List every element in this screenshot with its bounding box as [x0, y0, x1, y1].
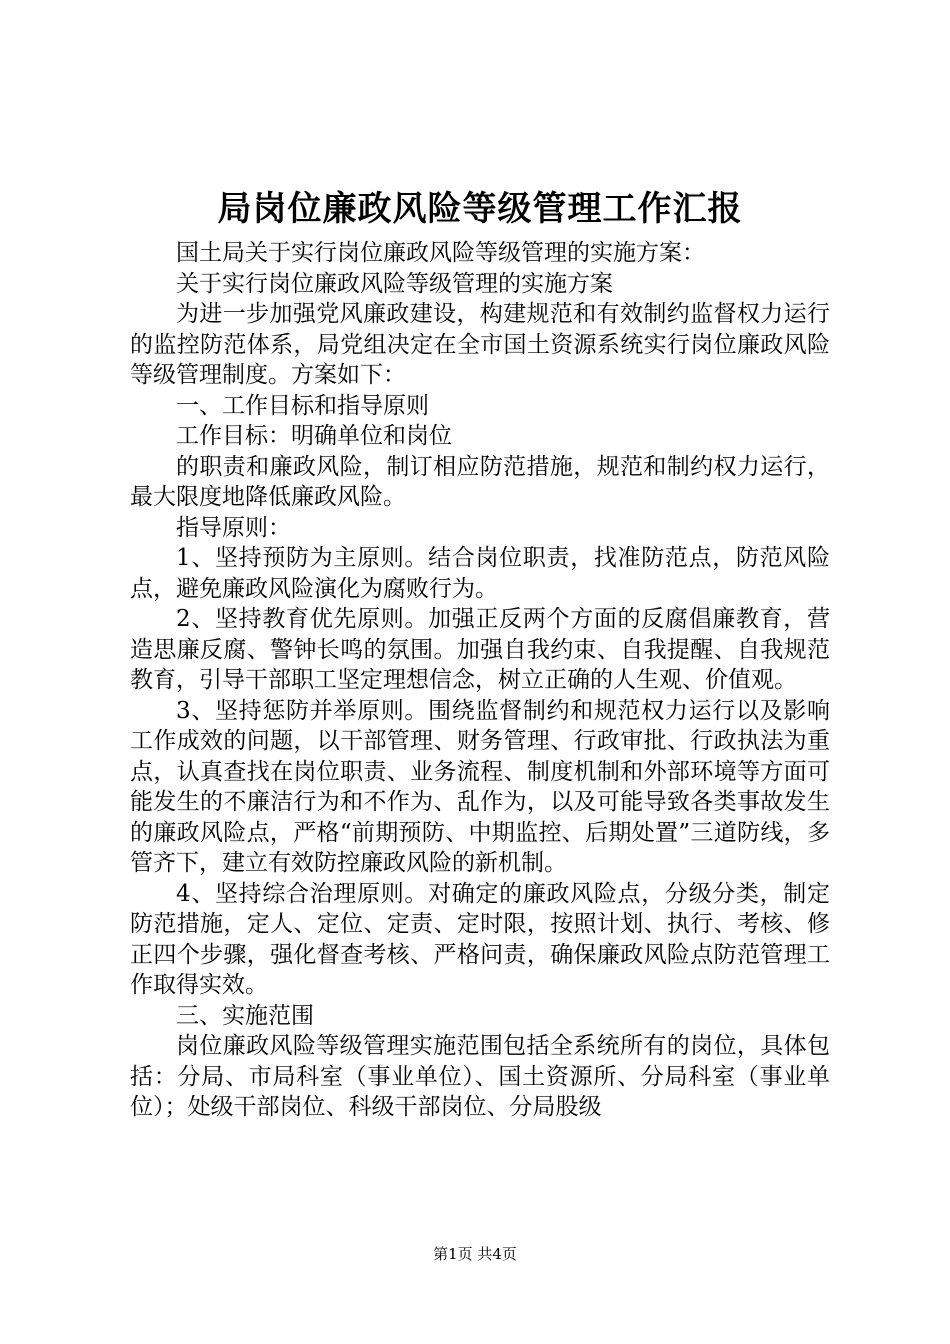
list-item: 1、坚持预防为主原则。结合岗位职责，找准防范点，防范风险点，避免廉政风险演化为腐败行为。 [130, 545, 830, 602]
list-item: 3、坚持惩防并举原则。围绕监督制约和规范权力运行以及影响工作成效的问题，以干部管理、财务管理、行政审批、行政执法为重点，认真查找在岗位职责、业务流程、制度机制和外部环境等方面可能发生的不廉洁行为和不作为、乱作为，以及可能导致各类事故发生的廉政风险点，严格“前期预防、中期监控、后期处置”三道防线，多管齐下，建立有效防控廉政风险的新机制。 [130, 697, 830, 876]
document-body [130, 238, 830, 1123]
section-heading: 一、工作目标和指导原则 [176, 392, 429, 419]
list-item: 2、坚持教育优先原则。加强正反两个方面的反腐倡廉教育，营造思廉反腐、警钟长鸣的氛围。加强自我约束、自我提醒、自我规范教育，引导干部职工坚定理想信念，树立正确的人生观、价值观。 [130, 606, 830, 693]
paragraph: 指导原则： [176, 514, 291, 541]
paragraph: 的职责和廉政风险，制订相应防范措施，规范和制约权力运行，最大限度地降低廉政风险。 [130, 453, 830, 510]
paragraph: 工作目标：明确单位和岗位 [176, 423, 452, 449]
paragraph: 国土局关于实行岗位廉政风险等级管理的实施方案： [176, 240, 705, 266]
paragraph: 岗位廉政风险等级管理实施范围包括全系统所有的岗位，具体包括：分局、市局科室（事业单位）、国土资源所、分局科室（事业单位）；处级干部岗位、科级干部岗位、分局股级 [130, 1033, 830, 1120]
list-item: 4、坚持综合治理原则。对确定的廉政风险点，分级分类，制定防范措施，定人、定位、定责、定时限，按照计划、执行、考核、修正四个步骤，强化督查考核、严格问责，确保廉政风险点防范管理工作取得实效。 [130, 880, 830, 998]
paragraph: 为进一步加强党风廉政建设，构建规范和有效制约监督权力运行的监控防范体系，局党组决定在全市国土资源系统实行岗位廉政风险等级管理制度。方案如下： [130, 301, 830, 388]
paragraph: 关于实行岗位廉政风险等级管理的实施方案 [176, 270, 613, 297]
page-number-footer: 第1页 共4页 [433, 1245, 517, 1263]
section-heading: 三、实施范围 [176, 1002, 314, 1029]
document-title: 局岗位廉政风险等级管理工作汇报 [217, 189, 743, 229]
